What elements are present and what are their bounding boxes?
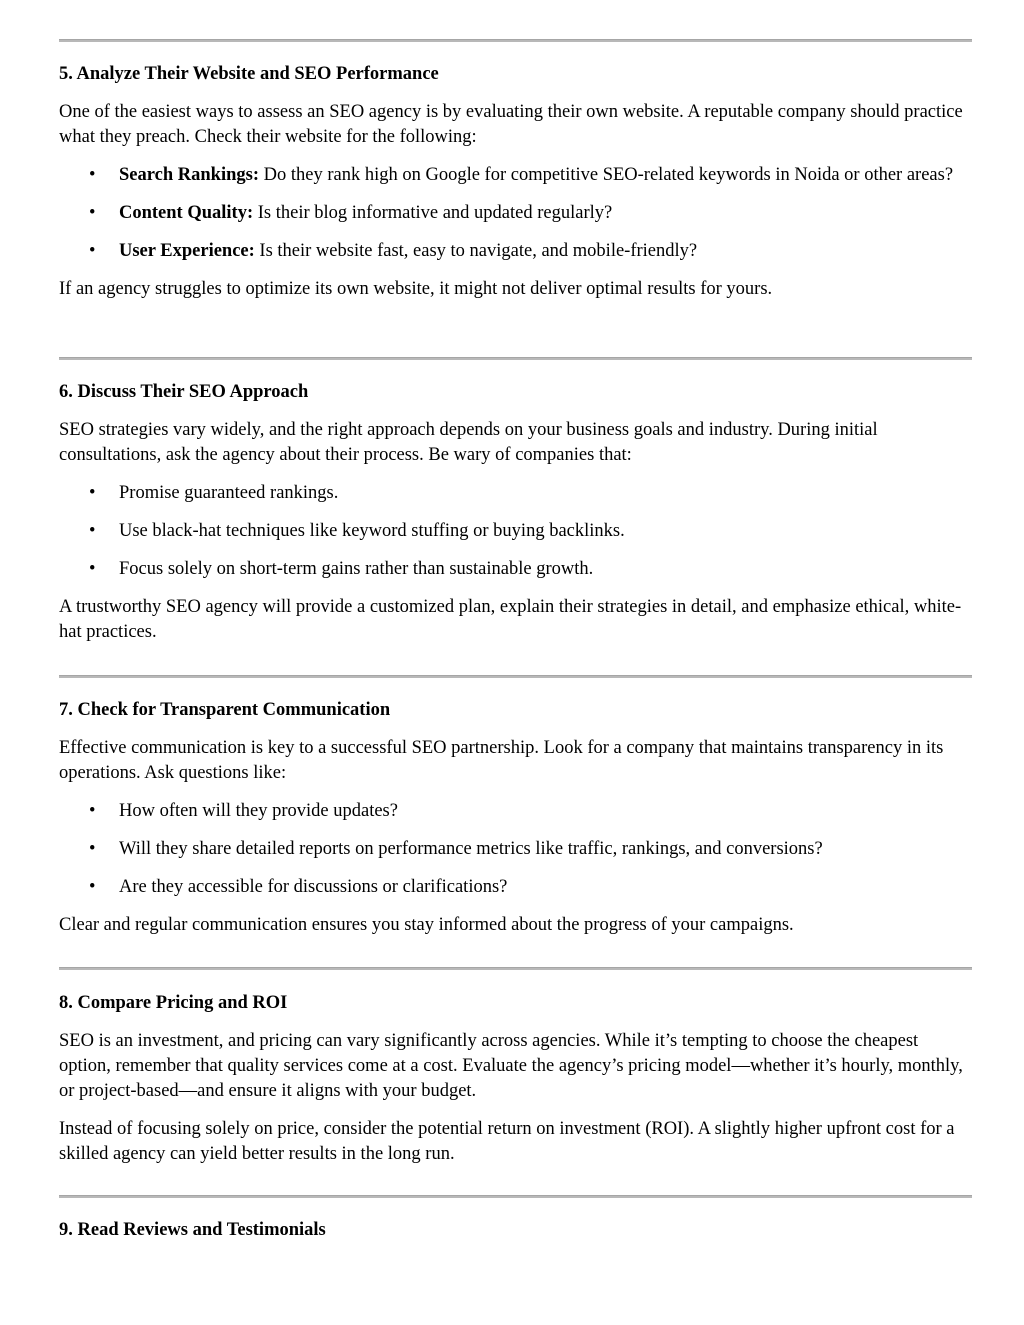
item-text: How often will they provide updates? [119, 801, 398, 821]
item-label: Search Rankings: [119, 165, 259, 185]
section-divider [59, 967, 972, 970]
section-intro: SEO is an investment, and pricing can vary significantly across agencies. While it’s tempting to choose the cheapest option, remember that quality services come at a cost. Evaluate the agency’s pricing model—whether it’s hourly, monthly, or project-based—and ensure it aligns with your budget. [59, 1031, 963, 1101]
list-item [89, 557, 972, 582]
list-item [89, 519, 972, 544]
item-label: Content Quality: [119, 203, 254, 223]
list-item [89, 875, 972, 900]
section-intro: One of the easiest ways to assess an SEO agency is by evaluating their own website. A reputable company should practice what they preach. Check their website for the following: [59, 102, 963, 147]
section-heading: 9. Read Reviews and Testimonials [59, 1220, 326, 1240]
section-outro: A trustworthy SEO agency will provide a customized plan, explain their strategies in detail, and emphasize ethical, white-hat practices. [59, 597, 962, 642]
bullet-icon: • [89, 559, 96, 579]
section-9 [59, 1218, 972, 1242]
section-5 [59, 62, 972, 302]
list-item [89, 481, 972, 506]
bullet-icon: • [89, 521, 96, 541]
list-item [89, 799, 972, 824]
bullet-icon: • [89, 801, 96, 821]
bullet-list [59, 481, 972, 582]
bullet-icon: • [89, 877, 96, 897]
section-heading: 8. Compare Pricing and ROI [59, 993, 288, 1013]
section-outro: Instead of focusing solely on price, consider the potential return on investment (ROI). A slightly higher upfront cost for a skilled agency can yield better results in the long run. [59, 1119, 955, 1164]
list-item [89, 163, 972, 188]
bullet-icon: • [89, 203, 96, 223]
section-divider [59, 357, 972, 360]
section-6 [59, 380, 972, 645]
section-heading: 6. Discuss Their SEO Approach [59, 382, 309, 402]
section-divider [59, 675, 972, 678]
item-text: Will they share detailed reports on performance metrics like traffic, rankings, and conversions? [119, 839, 823, 859]
section-heading: 7. Check for Transparent Communication [59, 700, 391, 720]
section-outro: If an agency struggles to optimize its own website, it might not deliver optimal results for yours. [59, 279, 773, 299]
item-label: User Experience: [119, 241, 255, 261]
bullet-list [59, 799, 972, 900]
bullet-icon: • [89, 839, 96, 859]
section-divider [59, 39, 972, 42]
item-text: Use black-hat techniques like keyword stuffing or buying backlinks. [119, 521, 625, 541]
list-item [89, 201, 972, 226]
list-item [89, 239, 972, 264]
bullet-icon: • [89, 165, 96, 185]
item-text: Are they accessible for discussions or clarifications? [119, 877, 508, 897]
bullet-list [59, 163, 972, 264]
section-outro: Clear and regular communication ensures you stay informed about the progress of your campaigns. [59, 915, 794, 935]
item-text: Do they rank high on Google for competitive SEO-related keywords in Noida or other areas? [258, 165, 954, 185]
section-7 [59, 698, 972, 938]
section-8 [59, 991, 972, 1167]
section-intro: SEO strategies vary widely, and the right approach depends on your business goals and industry. During initial consultations, ask the agency about their process. Be wary of companies that: [59, 420, 878, 465]
item-text: Is their blog informative and updated regularly? [253, 203, 613, 223]
bullet-icon: • [89, 483, 96, 503]
section-intro: Effective communication is key to a successful SEO partnership. Look for a company that maintains transparency in its operations. Ask questions like: [59, 738, 944, 783]
item-text: Promise guaranteed rankings. [119, 483, 339, 503]
list-item [89, 837, 972, 862]
section-heading: 5. Analyze Their Website and SEO Performance [59, 64, 439, 84]
bullet-icon: • [89, 241, 96, 261]
item-text: Focus solely on short-term gains rather than sustainable growth. [119, 559, 594, 579]
section-divider [59, 1195, 972, 1198]
item-text: Is their website fast, easy to navigate, and mobile-friendly? [254, 241, 698, 261]
